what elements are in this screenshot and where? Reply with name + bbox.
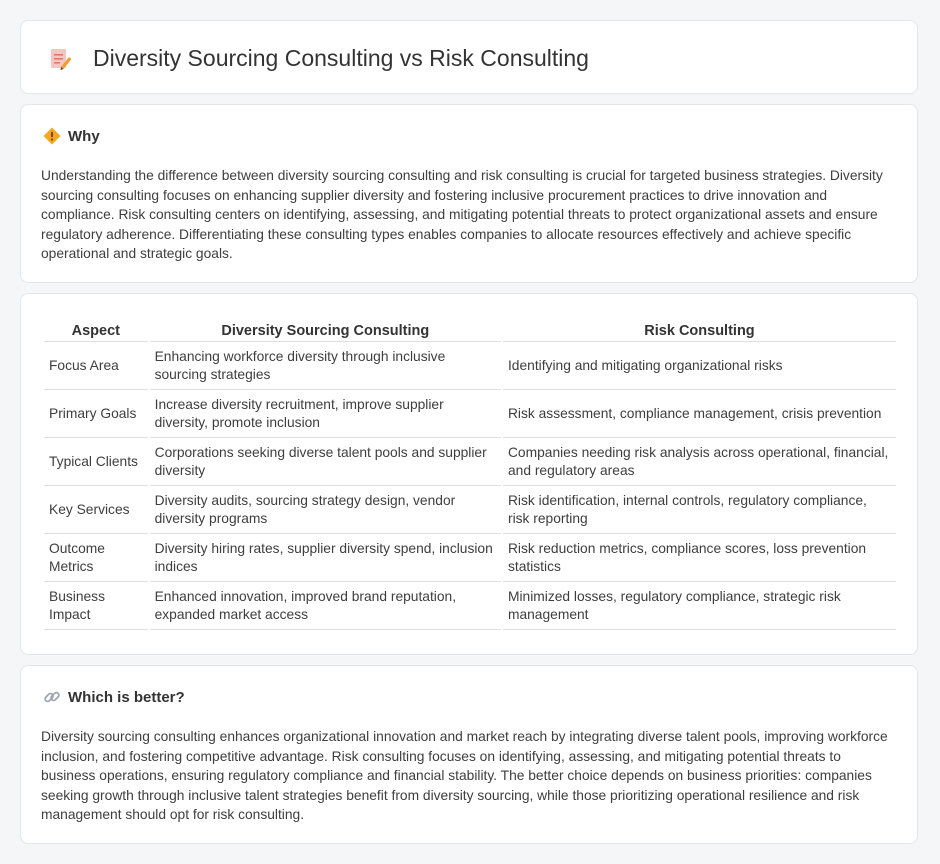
table-row [44,342,896,390]
risk-cell: Risk assessment, compliance management, crisis prevention [503,390,896,438]
risk-cell: Risk identification, internal controls, regulatory compliance, risk reporting [503,486,896,534]
aspect-cell: Business Impact [44,582,148,630]
link-icon [43,688,61,706]
better-heading: Which is better? [68,688,185,706]
document-pencil-icon [47,46,73,72]
diversity-cell: Enhancing workforce diversity through inclusive sourcing strategies [150,342,501,390]
header-risk-consulting: Risk Consulting [503,315,896,342]
diversity-cell: Increase diversity recruitment, improve supplier diversity, promote inclusion [150,390,501,438]
aspect-cell: Primary Goals [44,390,148,438]
header-aspect: Aspect [44,315,148,342]
risk-cell: Identifying and mitigating organizational risks [503,342,896,390]
table-row [44,534,896,582]
better-body: Diversity sourcing consulting enhances organizational innovation and market reach by integrating diverse talent pools, improving workforce inclusion, and fostering competitive advantage. Risk consulting focuses on identifying, assessing, and mitigating potential threats to business operations, ensuring regulatory compliance and financial stability. The better choice depends on business priorities: companies seeking growth through inclusive talent strategies benefit from diversity sourcing, while those prioritizing operational resilience and risk management should opt for risk consulting. [41,729,888,823]
diamond-signpost-icon [43,127,61,145]
diversity-cell: Enhanced innovation, improved brand reputation, expanded market access [150,582,501,630]
table-row [44,486,896,534]
comparison-table [42,315,898,630]
risk-cell: Companies needing risk analysis across operational, financial, and regulatory areas [503,438,896,486]
diversity-cell: Corporations seeking diverse talent pools and supplier diversity [150,438,501,486]
table-row [44,582,896,630]
risk-cell: Risk reduction metrics, compliance scores, loss prevention statistics [503,534,896,582]
aspect-cell: Typical Clients [44,438,148,486]
why-body: Understanding the difference between diversity sourcing consulting and risk consulting is crucial for targeted business strategies. Diversity sourcing consulting focuses on enhancing supplier diversity and fostering inclusive procurement practices to drive innovation and compliance. Risk consulting centers on identifying, assessing, and mitigating potential threats to protect organizational assets and ensure regulatory adherence. Differentiating these consulting types enables companies to allocate resources effectively and achieve specific operational and strategic goals. [41,168,883,262]
table-row [44,390,896,438]
why-heading: Why [68,127,100,145]
table-header-row [44,315,896,342]
aspect-cell: Focus Area [44,342,148,390]
title-row [47,45,589,72]
page-title: Diversity Sourcing Consulting vs Risk Consulting [93,45,589,71]
why-header [43,127,100,145]
title-card [20,20,918,94]
comparison-section [20,293,918,655]
diversity-cell: Diversity hiring rates, supplier diversity spend, inclusion indices [150,534,501,582]
header-diversity-sourcing: Diversity Sourcing Consulting [150,315,501,342]
which-is-better-section [20,665,918,844]
table-row [44,438,896,486]
aspect-cell: Key Services [44,486,148,534]
why-section [20,104,918,283]
risk-cell: Minimized losses, regulatory compliance, strategic risk management [503,582,896,630]
diversity-cell: Diversity audits, sourcing strategy design, vendor diversity programs [150,486,501,534]
aspect-cell: Outcome Metrics [44,534,148,582]
better-header [43,688,185,706]
